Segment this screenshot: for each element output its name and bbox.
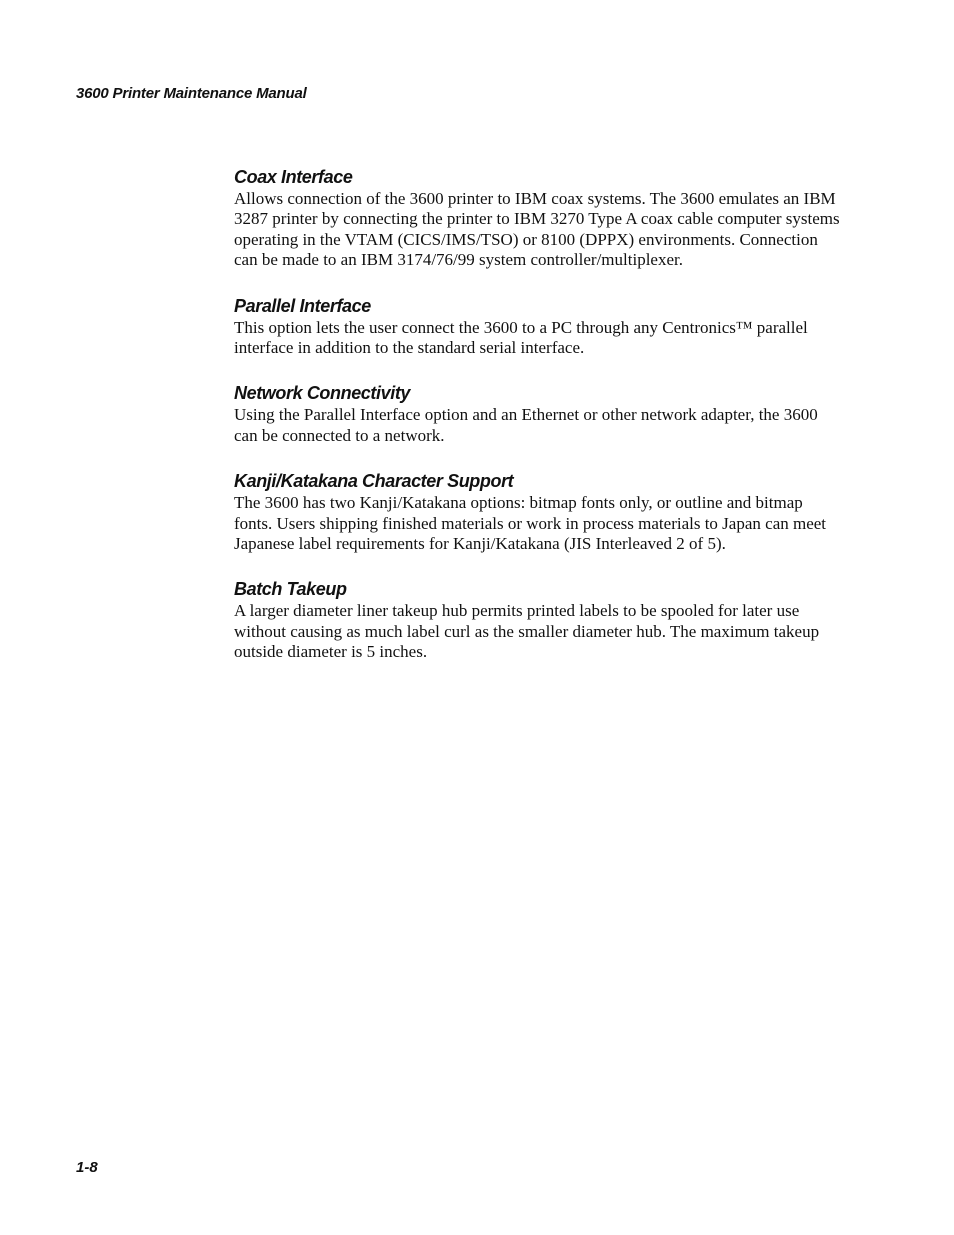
section-heading: Coax Interface — [234, 167, 353, 187]
running-header: 3600 Printer Maintenance Manual — [76, 85, 307, 102]
page-content — [234, 166, 844, 687]
page-number: 1-8 — [76, 1159, 98, 1176]
section-batch-takeup — [234, 578, 844, 662]
section-coax-interface — [234, 166, 844, 271]
section-body: Allows connection of the 3600 printer to IBM coax systems. The 3600 emulates an IBM 3287 printer by connecting the printer to IBM 3270 Type A coax cable computer systems operating in the VTAM (CICS/IMS/TSO) or 8100 (DPPX) environments. Connection can be made to an IBM 3174/76/99 system controller/multiplexer. — [234, 189, 840, 270]
section-heading: Kanji/Katakana Character Support — [234, 471, 514, 492]
section-heading: Network Connectivity — [234, 383, 411, 404]
section-body: A larger diameter liner takeup hub permits printed labels to be spooled for later use without causing as much label curl as the smaller diameter hub. The maximum takeup outside diameter is 5 inches. — [234, 601, 820, 662]
section-parallel-interface — [234, 295, 844, 359]
section-network-connectivity — [234, 382, 844, 446]
section-body: The 3600 has two Kanji/Katakana options: bitmap fonts only, or outline and bitmap fonts. Users shipping finished materials or work in process materials to Japan can meet Japanese label requirements for Kanji/Katakana (JIS Interleaved 2 of 5). — [234, 493, 827, 554]
section-heading: Batch Takeup — [234, 579, 347, 600]
section-body: This option lets the user connect the 3600 to a PC through any Centronics™ parallel interface in addition to the standard serial interface. — [234, 317, 808, 358]
section-body: Using the Parallel Interface option and an Ethernet or other network adapter, the 3600 can be connected to a network. — [234, 405, 818, 445]
section-heading: Parallel Interface — [234, 295, 371, 316]
section-kanji-katakana — [234, 470, 844, 554]
